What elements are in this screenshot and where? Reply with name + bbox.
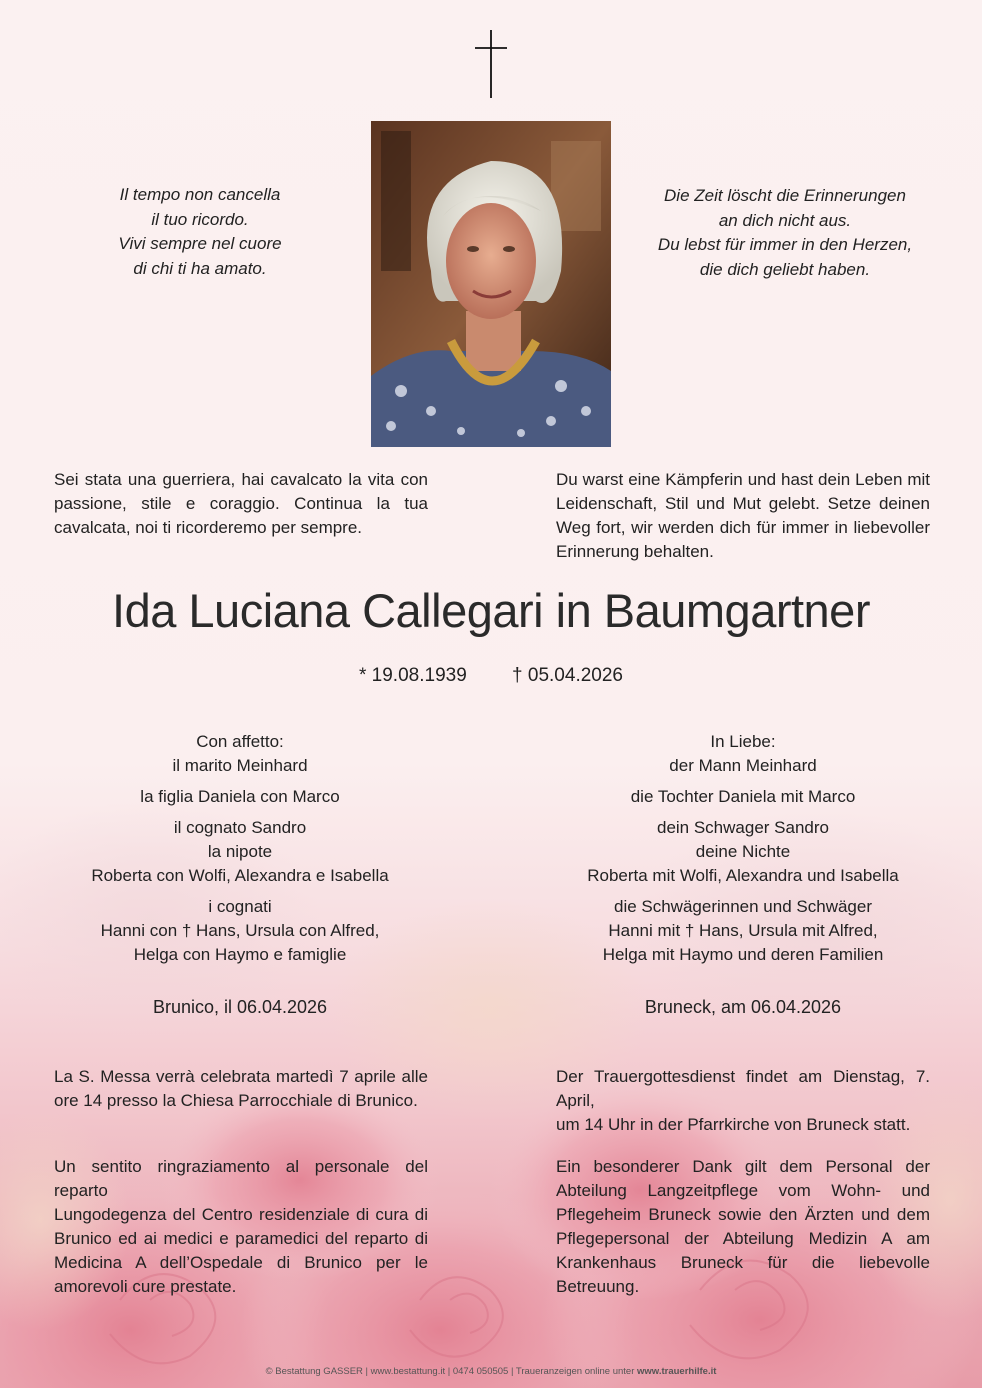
text-line: Ein besonderer Dank gilt dem Personal der (556, 1157, 930, 1176)
portrait-photo (371, 121, 611, 447)
family-group (556, 730, 930, 778)
quote-italian (80, 183, 320, 281)
cross-icon (474, 30, 508, 98)
family-line: deine Nichte (695, 842, 791, 861)
intro-german (556, 468, 930, 564)
quote-line: Vivi sempre nel cuore (118, 234, 282, 253)
family-line: Con affetto: (196, 732, 284, 751)
family-line: i cognati (208, 897, 272, 916)
thanks-german (556, 1155, 930, 1299)
quote-line: Du lebst für immer in den Herzen, (657, 235, 913, 254)
family-group (60, 816, 420, 888)
text-line: Leidenschaft, Stil und Mut gelebt. Setze deinen (556, 494, 930, 513)
quote-line: di chi ti ha amato. (133, 258, 267, 278)
text-line: Brunico ed ai medici e paramedici del reparto di (54, 1229, 428, 1248)
footer (0, 1366, 982, 1377)
family-german (556, 730, 930, 974)
quote-line: il tuo ricordo. (151, 209, 249, 229)
quote-line: Il tempo non cancella (119, 185, 281, 204)
family-line: Hanni con † Hans, Ursula con Alfred, (100, 921, 380, 940)
family-group (60, 895, 420, 967)
thanks-italian (54, 1155, 428, 1299)
family-line: die Schwägerinnen und Schwäger (613, 897, 872, 916)
text-line: um 14 Uhr in der Pfarrkirche von Bruneck statt. (556, 1115, 911, 1134)
family-line: Helga con Haymo e famiglie (133, 945, 347, 964)
text-line: Abteilung Langzeitpflege vom Wohn- und (556, 1181, 930, 1200)
place-date-italian: Brunico, il 06.04.2026 (152, 997, 328, 1017)
text-line: La S. Messa verrà celebrata martedì 7 aprile alle (54, 1067, 428, 1086)
text-line: Der Trauergottesdienst findet am Dienstag, 7. April, (556, 1067, 930, 1110)
quote-line: Die Zeit löscht die Erinnerungen (664, 186, 906, 205)
family-line: Roberta con Wolfi, Alexandra e Isabella (91, 866, 389, 885)
quote-german (625, 184, 945, 282)
family-line: der Mann Meinhard (669, 756, 817, 775)
family-line: Helga mit Haymo und deren Familien (602, 945, 884, 964)
quote-line: an dich nicht aus. (718, 210, 852, 230)
text-line: Sei stata una guerriera, hai cavalcato la vita con (54, 470, 428, 489)
family-line: Hanni mit † Hans, Ursula mit Alfred, (608, 921, 878, 940)
family-line: il marito Meinhard (172, 756, 308, 775)
birth-date: * 19.08.1939 (359, 665, 467, 686)
text-line: Un sentito ringraziamento al personale del reparto (54, 1157, 428, 1200)
text-line: cavalcata, noi ti ricorderemo per sempre. (54, 518, 363, 537)
footer-text: © Bestattung GASSER | www.bestattung.it | 0474 050505 | Traueranzeigen online unter (265, 1366, 638, 1377)
text-line: Lungodegenza del Centro residenziale di cura di (54, 1205, 428, 1224)
intro-italian (54, 468, 428, 540)
footer-link[interactable]: www.trauerhilfe.it (637, 1366, 717, 1377)
life-dates (0, 665, 982, 687)
text-line: Weg fort, wir werden dich für immer in liebevoller (556, 518, 930, 537)
family-line: dein Schwager Sandro (656, 818, 829, 837)
text-line: Du warst eine Kämpferin und hast dein Leben mit (556, 470, 930, 489)
mass-notice-german (556, 1065, 930, 1137)
text-line: Krankenhaus Bruneck für die liebevolle Betreuung. (556, 1253, 930, 1296)
family-line: Roberta mit Wolfi, Alexandra und Isabella (587, 866, 899, 885)
family-group (60, 785, 420, 809)
family-italian (60, 730, 420, 974)
family-group (60, 730, 420, 778)
text-line: Pflegeheim Bruneck sowie den Ärzten und dem (556, 1205, 930, 1224)
mass-notice-italian (54, 1065, 428, 1113)
family-line: la nipote (207, 842, 273, 861)
text-line: passione, stile e coraggio. Continua la tua (54, 494, 428, 513)
family-line: il cognato Sandro (173, 818, 307, 837)
family-group (556, 895, 930, 967)
family-line: la figlia Daniela con Marco (140, 787, 340, 806)
deceased-name: Ida Luciana Callegari in Baumgartner (112, 584, 870, 637)
family-group (556, 785, 930, 809)
family-line: In Liebe: (710, 732, 776, 751)
text-line: ore 14 presso la Chiesa Parrocchiale di Brunico. (54, 1091, 418, 1110)
place-date-german: Bruneck, am 06.04.2026 (644, 997, 842, 1017)
death-date: † 05.04.2026 (512, 665, 623, 686)
text-line: Pflegepersonal der Abteilung Medizin A am (556, 1229, 930, 1248)
family-line: die Tochter Daniela mit Marco (630, 787, 856, 806)
text-line: Medicina A dell’Ospedale di Brunico per le (54, 1253, 428, 1272)
family-group (556, 816, 930, 888)
text-line: amorevoli cure prestate. (54, 1277, 237, 1296)
quote-line: die dich geliebt haben. (699, 259, 871, 279)
text-line: Erinnerung behalten. (556, 542, 714, 561)
